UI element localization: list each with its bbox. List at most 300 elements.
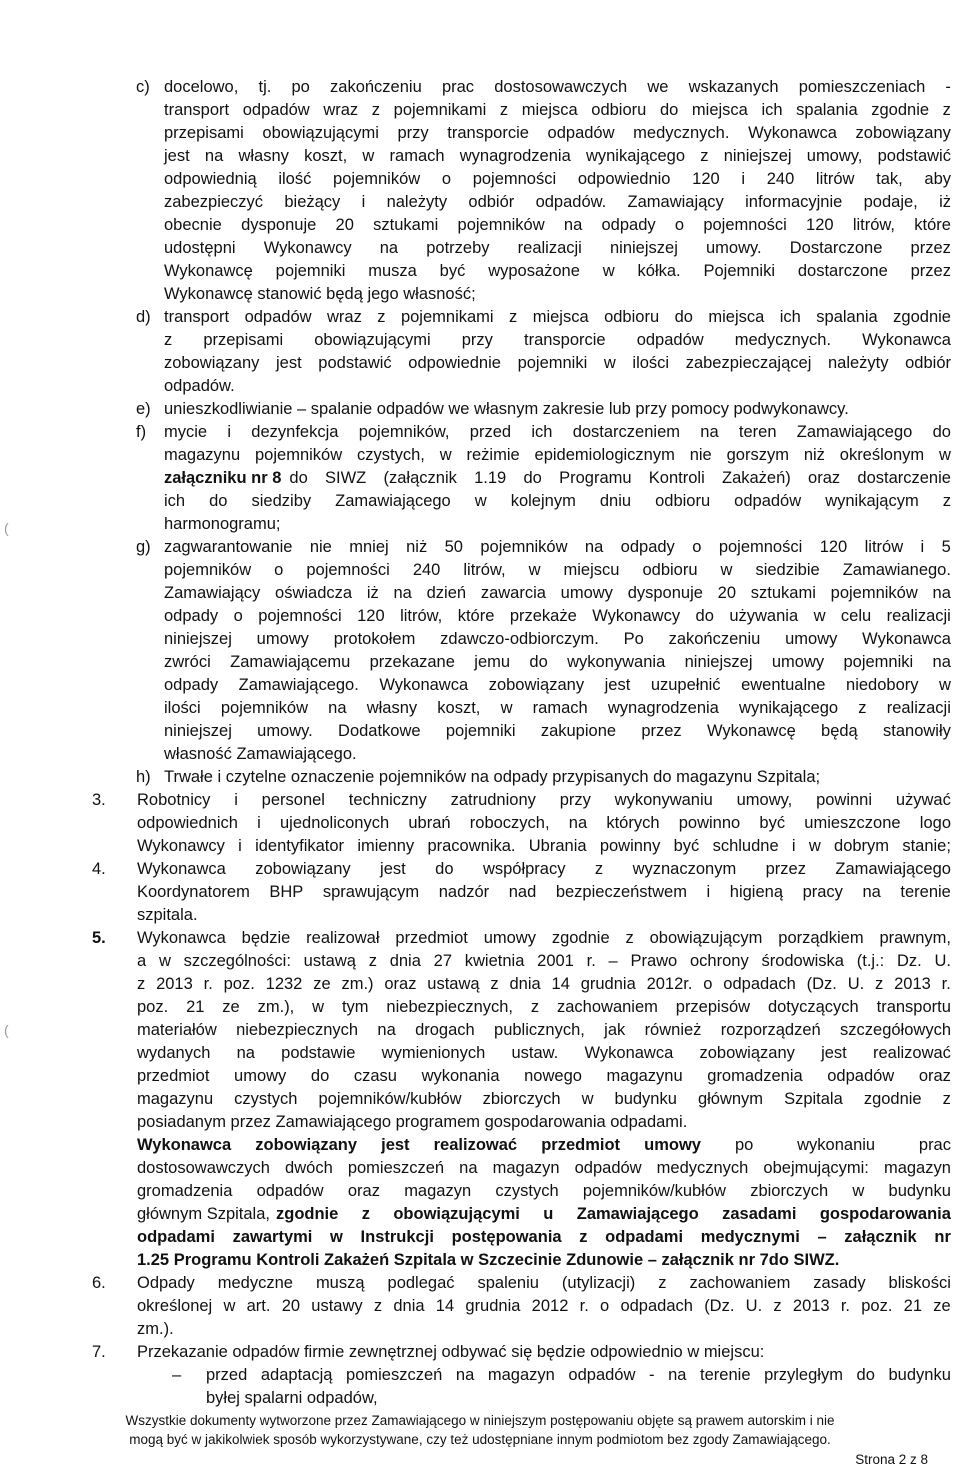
word: roboczych, bbox=[469, 814, 550, 832]
word: do bbox=[659, 101, 679, 119]
word: ewentualne bbox=[741, 676, 826, 694]
word: pojemnikami bbox=[400, 308, 494, 326]
word: uzupełnić bbox=[650, 676, 721, 694]
word: dezynfekcja bbox=[251, 423, 339, 441]
word: pojemników/kubłów bbox=[318, 1090, 462, 1108]
word: 120 bbox=[806, 216, 834, 234]
word: ich bbox=[531, 423, 553, 441]
word: dysponuje bbox=[241, 216, 317, 234]
text-line bbox=[206, 1364, 951, 1386]
word: z bbox=[942, 1090, 951, 1108]
word: kółka. bbox=[637, 262, 681, 280]
word: ustaw. bbox=[511, 1044, 559, 1062]
word: odpadów bbox=[636, 331, 704, 349]
word: ustawy bbox=[311, 1297, 363, 1315]
word: (Dz. bbox=[704, 1297, 735, 1315]
word: Wykonawcę bbox=[706, 722, 796, 740]
word: Dodatkowe bbox=[338, 722, 421, 740]
word: oraz bbox=[808, 469, 841, 487]
word: jak bbox=[604, 1021, 626, 1039]
word: odpadów bbox=[242, 101, 310, 119]
word: 21 bbox=[186, 998, 205, 1016]
bold-reference: załączniku nr 8 bbox=[164, 469, 282, 487]
item-number-5: 5. bbox=[92, 929, 106, 947]
word: z bbox=[858, 699, 867, 717]
text-line: Przekazanie odpadów firmie zewnętrznej odbywać się będzie odpowiednio w miejscu: bbox=[137, 1343, 765, 1361]
word: z bbox=[658, 1274, 667, 1292]
word: higieną bbox=[729, 883, 783, 901]
word: umowy bbox=[560, 584, 613, 602]
word: dnia bbox=[389, 952, 421, 970]
word: 2013 bbox=[156, 975, 193, 993]
word: w bbox=[362, 147, 375, 165]
word: podstawić bbox=[877, 147, 951, 165]
word: gromadzenia bbox=[137, 1182, 233, 1200]
word: Wykonawca bbox=[584, 1044, 674, 1062]
word: pojemników bbox=[220, 699, 308, 717]
word: pomieszczeń bbox=[346, 1366, 443, 1384]
word: zbiorczych bbox=[482, 1090, 561, 1108]
word: nadzór bbox=[438, 883, 490, 901]
word: i bbox=[920, 538, 925, 556]
word: zakończeniu bbox=[330, 78, 422, 96]
word: wskazanych bbox=[688, 78, 779, 96]
word: na bbox=[393, 584, 412, 602]
word: odpady bbox=[164, 607, 219, 625]
text-line bbox=[164, 191, 951, 213]
word: docelowo, bbox=[164, 78, 239, 96]
word: z bbox=[368, 952, 377, 970]
word: schludne bbox=[712, 837, 779, 855]
word: wykonaniu bbox=[797, 1136, 876, 1154]
word: zabezpieczyć bbox=[164, 193, 264, 211]
word: prawnym, bbox=[879, 929, 951, 947]
word: wynagrodzenia bbox=[607, 699, 719, 717]
text-line bbox=[164, 628, 951, 650]
word: przez bbox=[641, 722, 682, 740]
word: odpowiednie bbox=[408, 354, 501, 372]
word: wyznaczonym bbox=[632, 860, 737, 878]
word: na bbox=[204, 147, 224, 165]
word: Wykonawcy bbox=[263, 239, 352, 257]
word: z bbox=[371, 101, 381, 119]
word: przedmiot bbox=[395, 929, 468, 947]
word: pracownika. bbox=[427, 837, 516, 855]
word: pojemników bbox=[457, 216, 545, 234]
word: wykonywaniu bbox=[614, 791, 713, 809]
word: odpadach bbox=[723, 975, 796, 993]
text-line: harmonogramu; bbox=[164, 515, 281, 533]
word: Ubrania bbox=[528, 837, 587, 855]
word: zbiorczych bbox=[750, 1182, 829, 1200]
word: magazyn bbox=[487, 1366, 555, 1384]
word: wynagrodzenia bbox=[459, 147, 571, 165]
word: ustawą bbox=[303, 952, 356, 970]
word: prac bbox=[918, 1136, 951, 1154]
word: środowiska bbox=[761, 952, 844, 970]
word: Pojemniki bbox=[703, 262, 776, 280]
word: pojemniki bbox=[275, 262, 346, 280]
word: należyty bbox=[827, 354, 889, 372]
word: umowy, bbox=[806, 147, 863, 165]
word: odpadów. bbox=[535, 193, 607, 211]
bold-line: 1.25 Programu Kontroli Zakażeń Szpitala w Szczecinie Zdunowie – załącznik nr 7do SIWZ. bbox=[137, 1251, 840, 1269]
word: z bbox=[509, 308, 518, 326]
text-line bbox=[164, 651, 951, 673]
word: przy bbox=[397, 124, 429, 142]
word: obowiązującymi bbox=[262, 124, 379, 142]
word: muszą bbox=[315, 1274, 365, 1292]
dash-bullet: – bbox=[172, 1366, 182, 1384]
word: reżimie bbox=[466, 446, 520, 464]
word: realizacji bbox=[517, 239, 582, 257]
word: siedzibie bbox=[755, 561, 820, 579]
word: jemu bbox=[474, 653, 511, 671]
word: Wykonawcy bbox=[592, 607, 681, 625]
word: odbioru bbox=[604, 308, 660, 326]
word: odpadach bbox=[620, 1297, 693, 1315]
word: 240 bbox=[766, 170, 795, 188]
word: z bbox=[490, 975, 499, 993]
word: dostosowawczych bbox=[137, 1159, 270, 1177]
word: w bbox=[939, 676, 951, 694]
word: w bbox=[581, 1090, 594, 1108]
word: wynikającego bbox=[585, 147, 686, 165]
word: wykonywania bbox=[567, 653, 666, 671]
word: transporcie bbox=[523, 331, 606, 349]
word: umieszczone bbox=[804, 814, 901, 832]
word: po bbox=[291, 78, 310, 96]
word: ujednoliconych bbox=[280, 814, 390, 832]
word: kolejnym bbox=[510, 492, 576, 510]
word: niż bbox=[803, 446, 825, 464]
word: Zamawianego. bbox=[842, 561, 951, 579]
word: wynikającego bbox=[739, 699, 839, 717]
word: prac bbox=[441, 78, 475, 96]
word: przepisami bbox=[203, 331, 284, 349]
item-number-6: 6. bbox=[92, 1274, 106, 1292]
word: oraz bbox=[347, 1182, 380, 1200]
word: poz. bbox=[137, 998, 169, 1016]
word: Dz. bbox=[897, 952, 922, 970]
word: postępowania bbox=[451, 1228, 562, 1246]
word: 2012r. bbox=[646, 975, 693, 993]
word: do bbox=[523, 469, 542, 487]
text-line bbox=[137, 1295, 951, 1317]
word: pojemników bbox=[164, 561, 252, 579]
text-line bbox=[137, 858, 951, 880]
word: przed bbox=[469, 423, 512, 441]
word: na bbox=[862, 883, 881, 901]
word: niniejszej bbox=[164, 630, 232, 648]
list-label-h: h) bbox=[136, 768, 151, 786]
word: zobowiązany bbox=[255, 1136, 358, 1154]
word: również bbox=[644, 1021, 702, 1039]
word: pojemników bbox=[480, 538, 568, 556]
word: dnia bbox=[393, 1297, 425, 1315]
word: - bbox=[649, 1366, 655, 1384]
word: transporcie bbox=[447, 124, 529, 142]
word: 120 bbox=[692, 170, 720, 188]
word: we bbox=[647, 78, 669, 96]
word: Szpitala bbox=[784, 1090, 843, 1108]
word: jest bbox=[164, 147, 190, 165]
word: terenie bbox=[700, 1366, 751, 1384]
list-item-e: unieszkodliwianie – spalanie odpadów we własnym zakresie lub przy pomocy podwykonawcy. bbox=[164, 400, 849, 418]
word: a bbox=[137, 952, 147, 970]
word: informacyjnie bbox=[745, 193, 843, 211]
word: Wykonawca bbox=[137, 1136, 232, 1154]
word: przy bbox=[461, 331, 493, 349]
word: ich bbox=[164, 492, 186, 510]
word: wymienionych bbox=[381, 1044, 486, 1062]
word: przepisami bbox=[164, 124, 244, 142]
word: Wykonawca bbox=[862, 331, 951, 349]
word: logo bbox=[919, 814, 951, 832]
word: o bbox=[274, 561, 284, 579]
word: odpadami bbox=[605, 1228, 684, 1246]
word: grudnia bbox=[580, 975, 636, 993]
text-line: byłej spalarni odpadów, bbox=[206, 1389, 378, 1407]
word: i bbox=[706, 883, 711, 901]
word: na bbox=[932, 653, 951, 671]
text-line: własność Zamawiającego. bbox=[164, 745, 357, 763]
word: poz. bbox=[861, 1297, 893, 1315]
word: niedobory bbox=[846, 676, 919, 694]
word: realizował bbox=[306, 929, 380, 947]
text-line bbox=[164, 237, 951, 259]
word: koszt, bbox=[437, 699, 481, 717]
word: SIWZ bbox=[325, 469, 367, 487]
word: nr bbox=[934, 1228, 951, 1246]
list-item-h: Trwałe i czytelne oznaczenie pojemników na odpady przypisanych do magazynu Szpitala; bbox=[164, 768, 821, 786]
word: miejscu bbox=[563, 561, 620, 579]
word: r. bbox=[203, 975, 213, 993]
word: 1.19 bbox=[474, 469, 507, 487]
word: teren bbox=[738, 423, 777, 441]
word: zobowiązany bbox=[699, 1044, 795, 1062]
word: ich bbox=[779, 308, 801, 326]
word: transportu bbox=[876, 998, 951, 1016]
word: dysponuje bbox=[627, 584, 703, 602]
word: gospodarowania bbox=[819, 1205, 951, 1223]
word: bieżący bbox=[284, 193, 341, 211]
word: Wykonawca bbox=[137, 860, 226, 878]
word: oświadcza bbox=[275, 584, 353, 602]
word: w bbox=[223, 1297, 236, 1315]
word: pomieszczeń bbox=[347, 1159, 445, 1177]
bold-line bbox=[137, 1226, 951, 1248]
word: zgodnie bbox=[551, 929, 610, 947]
text-line bbox=[137, 996, 951, 1018]
word: podaje, bbox=[863, 193, 918, 211]
word: realizacji bbox=[886, 699, 951, 717]
word: przyległym bbox=[764, 1366, 843, 1384]
word: do bbox=[856, 1366, 875, 1384]
word: bezpieczeństwem bbox=[555, 883, 687, 901]
list-label-e: e) bbox=[136, 400, 151, 418]
page-number: Strona 2 z 8 bbox=[855, 1452, 928, 1467]
word: tak, bbox=[876, 170, 903, 188]
word: medycznymi bbox=[700, 1228, 800, 1246]
word: głównym bbox=[697, 1090, 764, 1108]
word: Programu bbox=[559, 469, 632, 487]
word: Zamawiający bbox=[164, 584, 261, 602]
word: do bbox=[695, 607, 714, 625]
word: odbioru bbox=[591, 101, 647, 119]
word: porządkiem bbox=[778, 929, 864, 947]
word: dnia bbox=[509, 975, 541, 993]
word: przez bbox=[910, 262, 951, 280]
word: Odpady bbox=[137, 1274, 195, 1292]
word: magazynu bbox=[606, 1067, 683, 1085]
word: powinno bbox=[678, 814, 741, 832]
word: Wykonawca bbox=[379, 676, 469, 694]
word: jest bbox=[380, 860, 406, 878]
word: odpady bbox=[620, 538, 675, 556]
word: do bbox=[435, 860, 454, 878]
text-line bbox=[164, 605, 951, 627]
word: umowy bbox=[644, 1136, 701, 1154]
word: realizować bbox=[433, 1136, 518, 1154]
word: przekaże bbox=[509, 607, 577, 625]
word: U. bbox=[847, 975, 865, 993]
word: pojemności bbox=[472, 170, 557, 188]
word: na bbox=[328, 699, 347, 717]
word: przed bbox=[206, 1366, 248, 1384]
word: w bbox=[474, 492, 487, 510]
text-line bbox=[164, 559, 951, 581]
word: w bbox=[720, 561, 733, 579]
list-label-d: d) bbox=[136, 308, 151, 326]
word: U. bbox=[745, 1297, 763, 1315]
word: w bbox=[852, 1182, 865, 1200]
word: przy bbox=[559, 791, 591, 809]
word: o bbox=[600, 1297, 610, 1315]
word: wyposażone bbox=[488, 262, 580, 280]
word: spalania bbox=[796, 101, 858, 119]
text-line bbox=[137, 1019, 951, 1041]
word: Zamawiającego. bbox=[238, 676, 359, 694]
word: czystych bbox=[234, 1090, 298, 1108]
word: oraz bbox=[384, 975, 417, 993]
word: odpadów bbox=[547, 124, 615, 142]
word: przedmiot bbox=[137, 1067, 210, 1085]
word: mniej bbox=[349, 538, 389, 556]
word: podlegać bbox=[387, 1274, 455, 1292]
word: – bbox=[608, 952, 618, 970]
word: potrzeby bbox=[426, 239, 490, 257]
word: odbiór bbox=[905, 354, 951, 372]
word: o bbox=[441, 170, 452, 188]
word: rozporządzeń bbox=[720, 1021, 821, 1039]
word: na bbox=[932, 584, 951, 602]
word: ilość bbox=[278, 170, 312, 188]
word: 21 bbox=[903, 1297, 923, 1315]
word: medyczne bbox=[217, 1274, 293, 1292]
word: dniu bbox=[599, 492, 632, 510]
word: na bbox=[459, 1159, 478, 1177]
word: medycznych bbox=[656, 1159, 749, 1177]
word: tym bbox=[341, 998, 369, 1016]
word: w bbox=[808, 837, 821, 855]
word: zdawczo-odbiorczym. bbox=[440, 630, 599, 648]
word: dostarczenie bbox=[857, 469, 951, 487]
word: na bbox=[584, 538, 604, 556]
word: budynku bbox=[888, 1182, 951, 1200]
word: ramach bbox=[532, 699, 588, 717]
word: Wykonawca bbox=[862, 630, 951, 648]
text-line bbox=[164, 421, 951, 443]
word: będą bbox=[821, 722, 858, 740]
text-line bbox=[137, 973, 951, 995]
word: miejsca bbox=[532, 308, 589, 326]
word: zobowiązany bbox=[488, 676, 585, 694]
word: Robotnicy bbox=[137, 791, 211, 809]
word: własny bbox=[238, 147, 289, 165]
word: odbiór bbox=[468, 193, 515, 211]
word: odpowiednio bbox=[577, 170, 671, 188]
scan-bracket-mark: ( bbox=[4, 520, 9, 536]
word: 20 bbox=[717, 584, 737, 602]
word: Wykonawca bbox=[137, 929, 226, 947]
text-line bbox=[137, 1272, 951, 1294]
word: dostarczone bbox=[797, 262, 888, 280]
word: określonym bbox=[839, 446, 925, 464]
word: pojemniki bbox=[517, 354, 588, 372]
word: ochrony bbox=[690, 952, 749, 970]
word: sprawującym bbox=[322, 883, 420, 901]
word: zagwarantowanie bbox=[164, 538, 293, 556]
word: zakończeniu bbox=[668, 630, 761, 648]
word: 5 bbox=[941, 538, 951, 556]
word: iż bbox=[939, 193, 951, 211]
word: imienny bbox=[357, 837, 415, 855]
text-line bbox=[164, 490, 951, 512]
word: powinni bbox=[816, 791, 873, 809]
text-line: zm.). bbox=[137, 1320, 174, 1338]
bold-text bbox=[276, 1203, 951, 1225]
word: litrów, bbox=[852, 216, 896, 234]
word: pojemniki bbox=[843, 653, 914, 671]
word: w bbox=[312, 998, 325, 1016]
word: z bbox=[499, 101, 509, 119]
word: pojemników, bbox=[358, 423, 450, 441]
word: u bbox=[543, 1205, 554, 1223]
list-label-f: f) bbox=[136, 423, 147, 441]
item-number-3: 3. bbox=[92, 791, 106, 809]
word: aby bbox=[924, 170, 951, 188]
word: 1232 bbox=[265, 975, 303, 993]
word: transport bbox=[164, 101, 230, 119]
word: – bbox=[817, 1228, 827, 1246]
word: publicznych, bbox=[494, 1021, 585, 1039]
word: zobowiązany bbox=[255, 860, 351, 878]
word: zgodnie bbox=[275, 1205, 339, 1223]
word: Zamawiającego bbox=[576, 1205, 699, 1223]
word: Koordynatorem bbox=[137, 883, 250, 901]
word: o bbox=[703, 975, 713, 993]
word: do bbox=[529, 653, 548, 671]
word: 14 bbox=[435, 1297, 455, 1315]
word: protokołem bbox=[333, 630, 416, 648]
word: litrów, bbox=[400, 607, 443, 625]
word: Zakażeń) bbox=[722, 469, 791, 487]
word: adaptacją bbox=[260, 1366, 333, 1384]
word: niniejszej bbox=[723, 147, 792, 165]
word: z bbox=[942, 492, 951, 510]
word: odpadów bbox=[256, 1182, 324, 1200]
